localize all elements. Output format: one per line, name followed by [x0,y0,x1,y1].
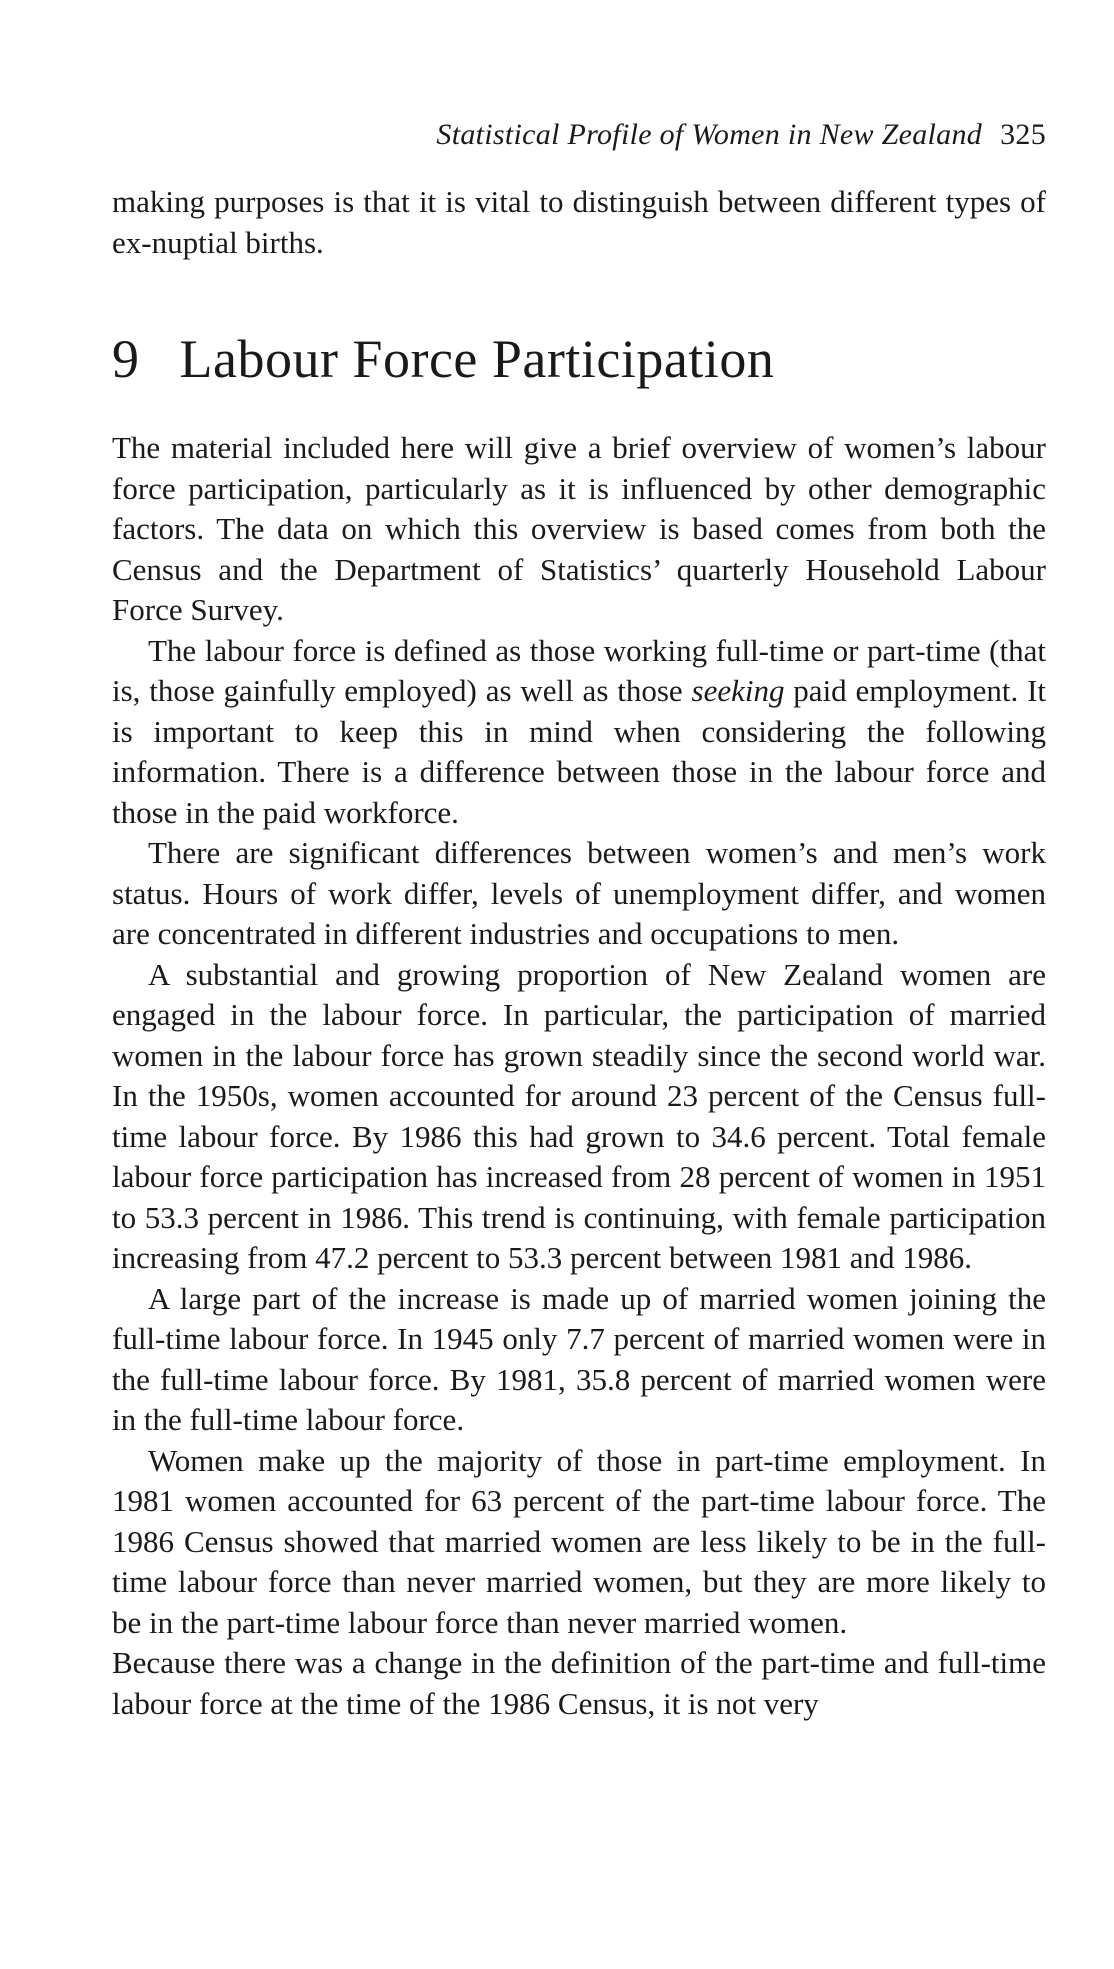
paragraph-6: Women make up the majority of those in part-time employment. In 1981 women accounted for 63 percent of the part-time labour force. The 1986 Census showed that married women are less likely to be in the full-time labour force than never married women, but they are more likely to be in the part-time labour force than never married women. [112,1442,1046,1640]
paragraph-2-emphasis: seeking [691,673,785,708]
paragraph-5: A large part of the increase is made up of married women joining the full-time labour force. In 1945 only 7.7 percent of married women were in the full-time labour force. By 1981, 35.8 percent of married women were in the full-time labour force. [112,1280,1046,1437]
section-title: Labour Force Participation [179,329,775,389]
running-head-title: Statistical Profile of Women in New Zealand [436,118,983,151]
page-number: 325 [1000,118,1046,151]
paragraph-7: Because there was a change in the definition of the part-time and full-time labour force at the time of the 1986 Census, it is not very [112,1645,1046,1721]
paragraph-1: The material included here will give a brief overview of women’s labour force participation, particularly as it is influenced by other demographic factors. The data on which this overview is based comes from both the Census and the Department of Statistics’ quarterly Household Labour Force Survey. [112,430,1046,627]
running-head [436,118,1046,152]
paragraph-3: There are significant differences between women’s and men’s work status. Hours of work differ, levels of unemployment differ, and women are concentrated in different industries and occupations to men. [112,835,1046,951]
section-heading [112,328,774,390]
intro-paragraph: making purposes is that it is vital to distinguish between different types of ex-nuptial births. [112,184,1046,260]
paragraph-4: A substantial and growing proportion of New Zealand women are engaged in the labour force. In particular, the participation of married women in the labour force has grown steadily since the second world war. In the 1950s, women accounted for around 23 percent of the Census full-time labour force. By 1986 this had grown to 34.6 percent. Total female labour force participation has increased from 28 percent of women in 1951 to 53.3 percent in 1986. This trend is continuing, with female participation increasing from 47.2 percent to 53.3 percent between 1981 and 1986. [112,956,1046,1275]
section-body [112,428,1046,1724]
paragraph-2-part-b: paid employment. It is important to keep this in mind when considering the following information. There is a difference between those in the labour force and those in the paid workforce. [112,673,1047,830]
section-number: 9 [112,329,140,389]
paragraph-2-part-a: The labour force is defined as those working full-time or part-time (that is, those gainfully employed) as well as those [112,632,1046,708]
paragraph-2 [112,631,1046,834]
